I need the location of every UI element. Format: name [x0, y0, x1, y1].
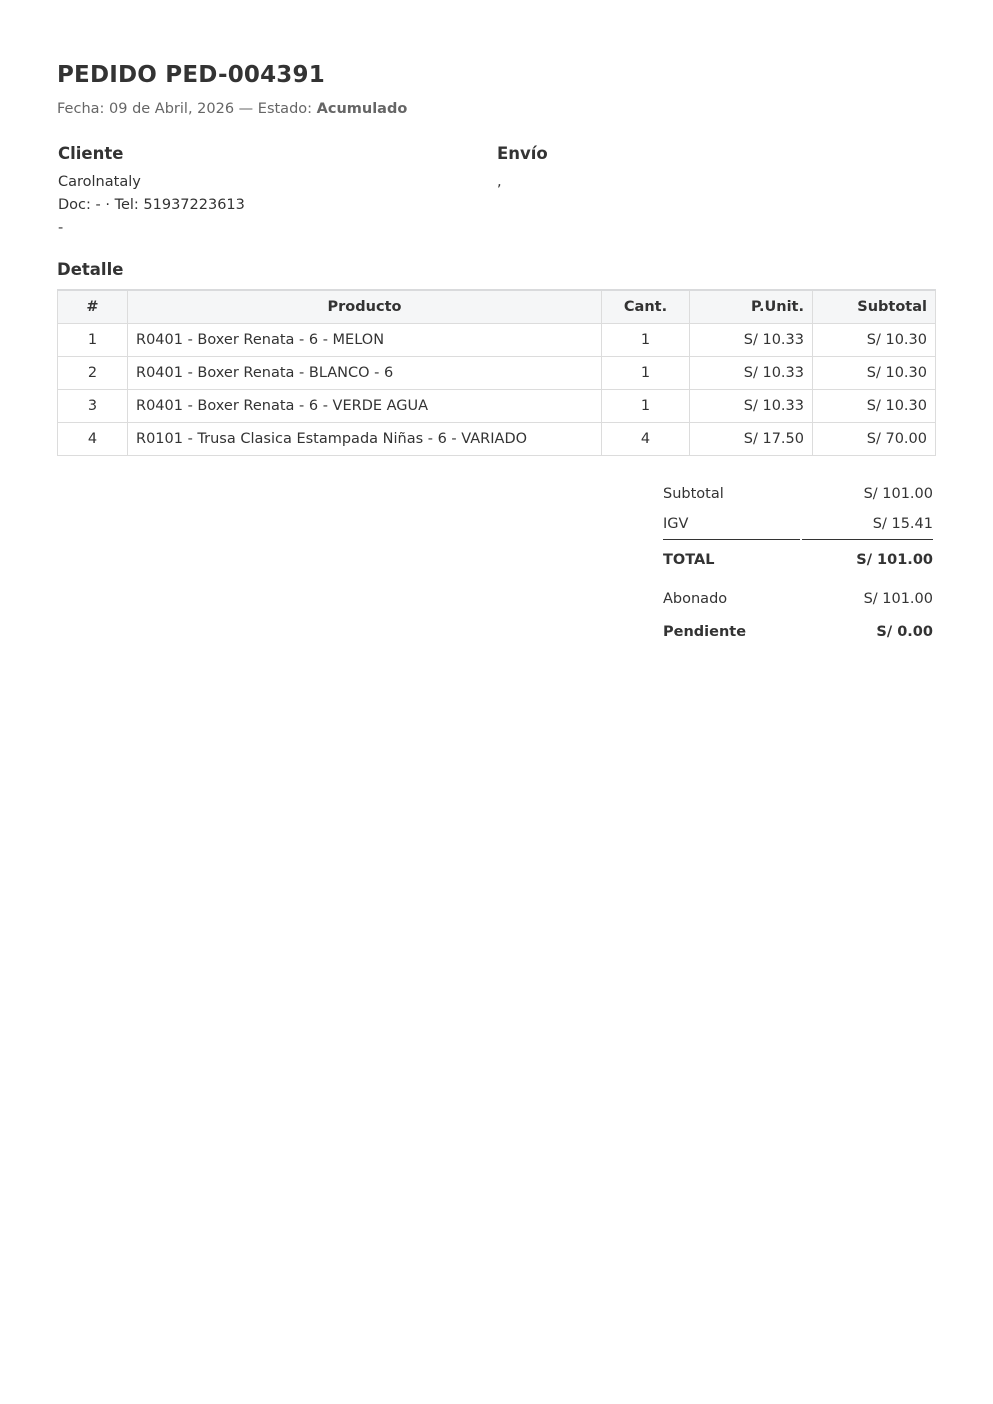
total-divider-left — [663, 539, 800, 540]
row-product: R0401 - Boxer Renata - BLANCO - 6 — [128, 356, 602, 389]
table-header-row — [58, 290, 936, 323]
totals-abonado-row — [663, 591, 933, 615]
row-num: 4 — [58, 422, 128, 455]
totals-pendiente-row — [663, 624, 933, 648]
pendiente-label: Pendiente — [663, 624, 747, 640]
table-row — [58, 356, 936, 389]
row-unit-price: S/ 10.33 — [690, 389, 813, 422]
row-unit-price: S/ 17.50 — [690, 422, 813, 455]
row-num: 2 — [58, 356, 128, 389]
subtotal-value: S/ 101.00 — [863, 486, 933, 502]
cliente-doc-tel: Doc: - · Tel: 51937223613 — [58, 197, 245, 213]
abonado-value: S/ 101.00 — [863, 591, 933, 607]
cliente-name: Carolnataly — [58, 174, 141, 190]
row-num: 3 — [58, 389, 128, 422]
igv-label: IGV — [663, 516, 689, 532]
row-num: 1 — [58, 323, 128, 356]
table-row — [58, 389, 936, 422]
total-label: TOTAL — [663, 552, 715, 568]
row-subtotal: S/ 10.30 — [813, 356, 936, 389]
row-qty: 1 — [602, 323, 690, 356]
envio-address: , — [497, 174, 502, 190]
row-subtotal: S/ 10.30 — [813, 389, 936, 422]
col-header-num: # — [58, 290, 128, 323]
row-subtotal: S/ 10.30 — [813, 323, 936, 356]
table-row — [58, 422, 936, 455]
row-product: R0401 - Boxer Renata - 6 - VERDE AGUA — [128, 389, 602, 422]
cliente-extra: - — [58, 220, 64, 236]
cliente-heading: Cliente — [58, 144, 124, 163]
items-table — [57, 289, 936, 456]
total-value: S/ 101.00 — [856, 552, 933, 568]
pendiente-value: S/ 0.00 — [876, 624, 933, 640]
detalle-heading: Detalle — [57, 260, 124, 279]
page-title: PEDIDO PED-004391 — [57, 62, 325, 88]
totals-total-row — [663, 552, 933, 576]
row-unit-price: S/ 10.33 — [690, 323, 813, 356]
order-status: Acumulado — [316, 101, 408, 117]
totals-subtotal-row — [663, 486, 933, 510]
row-subtotal: S/ 70.00 — [813, 422, 936, 455]
col-header-subtotal: Subtotal — [813, 290, 936, 323]
table-row — [58, 323, 936, 356]
row-product: R0401 - Boxer Renata - 6 - MELON — [128, 323, 602, 356]
totals-igv-row — [663, 516, 933, 540]
envio-heading: Envío — [497, 144, 548, 163]
col-header-unit-price: P.Unit. — [690, 290, 813, 323]
row-product: R0101 - Trusa Clasica Estampada Niñas - 6 - VARIADO — [128, 422, 602, 455]
col-header-product: Producto — [128, 290, 602, 323]
abonado-label: Abonado — [663, 591, 728, 607]
col-header-qty: Cant. — [602, 290, 690, 323]
row-qty: 4 — [602, 422, 690, 455]
order-meta — [57, 101, 407, 117]
igv-value: S/ 15.41 — [872, 516, 933, 532]
row-qty: 1 — [602, 356, 690, 389]
total-divider-right — [802, 539, 933, 540]
row-unit-price: S/ 10.33 — [690, 356, 813, 389]
subtotal-label: Subtotal — [663, 486, 724, 502]
order-date: Fecha: 09 de Abril, 2026 — Estado: — [57, 101, 317, 117]
row-qty: 1 — [602, 389, 690, 422]
